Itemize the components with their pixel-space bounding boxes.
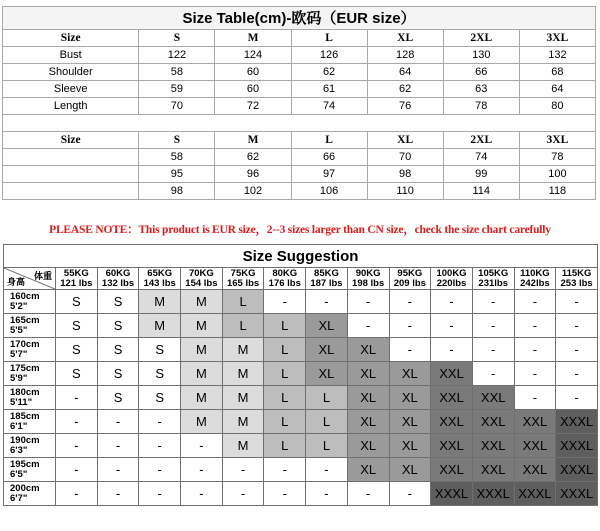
size-suggestion-cell: XXL — [431, 362, 473, 386]
size-suggestion-cell: - — [97, 434, 139, 458]
size-suggestion-cell: M — [222, 338, 264, 362]
size-suggestion-cell: XXL — [472, 458, 514, 482]
weight-kg: 100KG — [436, 267, 467, 279]
weight-kg: 95KG — [397, 267, 423, 279]
size-cell: 98 — [139, 183, 215, 200]
suggestion-row — [4, 482, 598, 506]
size-cell: 66 — [443, 64, 519, 81]
height-cm: 195cm — [10, 458, 40, 470]
size-suggestion-cell: - — [347, 314, 389, 338]
weight-lbs: 132 lbs — [101, 277, 135, 289]
size-cell: 114 — [443, 183, 519, 200]
height-ft: 5'9" — [10, 372, 28, 384]
size-cell: 96 — [215, 166, 291, 183]
size-suggestion-cell: - — [222, 458, 264, 482]
size-suggestion-cell: XL — [347, 410, 389, 434]
height-label-cell — [4, 386, 56, 410]
size-header-label: Size — [3, 132, 139, 149]
size-suggestion-cell: XL — [347, 434, 389, 458]
size-cell: 70 — [139, 98, 215, 115]
size-suggestion-cell: - — [389, 482, 431, 506]
weight-kg: 80KG — [272, 267, 298, 279]
suggestion-row — [4, 362, 598, 386]
size-row-label — [3, 183, 139, 200]
size-suggestion-cell: XXL — [514, 410, 556, 434]
size-suggestion-cell: - — [514, 314, 556, 338]
size-row — [3, 98, 596, 115]
size-suggestion-cell: - — [431, 290, 473, 314]
weight-kg: 60KG — [105, 267, 131, 279]
height-cm: 190cm — [10, 434, 40, 446]
size-suggestion-cell: M — [181, 290, 223, 314]
size-cell: 118 — [519, 183, 595, 200]
size-suggestion-cell: - — [556, 386, 598, 410]
height-ft: 6'5" — [10, 468, 28, 480]
size-cell: 132 — [519, 47, 595, 64]
size-suggestion-cell: M — [181, 362, 223, 386]
weight-kg: 105KG — [478, 267, 509, 279]
size-suggestion-title: Size Suggestion — [4, 245, 598, 268]
size-cell: 128 — [367, 47, 443, 64]
size-suggestion-cell: - — [181, 458, 223, 482]
size-header-cell: 2XL — [443, 132, 519, 149]
size-suggestion-cell: - — [514, 362, 556, 386]
height-cm: 170cm — [10, 338, 40, 350]
size-suggestion-cell: M — [222, 434, 264, 458]
size-suggestion-cell: XXL — [514, 434, 556, 458]
size-cell: 97 — [291, 166, 367, 183]
size-suggestion-cell: - — [139, 410, 181, 434]
size-suggestion-cell: S — [56, 338, 98, 362]
height-cm: 185cm — [10, 410, 40, 422]
size-suggestion-cell: - — [306, 458, 348, 482]
size-cell: 95 — [139, 166, 215, 183]
size-suggestion-cell: - — [514, 386, 556, 410]
weight-header-cell — [56, 268, 98, 290]
size-suggestion-cell: S — [139, 386, 181, 410]
size-suggestion-cell: XXXL — [472, 482, 514, 506]
size-suggestion-cell: XXXL — [556, 458, 598, 482]
size-suggestion-cell: XXL — [472, 434, 514, 458]
size-cell: 99 — [443, 166, 519, 183]
size-suggestion-cell: S — [139, 362, 181, 386]
weight-lbs: 231lbs — [478, 277, 508, 289]
size-suggestion-cell: S — [97, 314, 139, 338]
table-gap — [3, 115, 596, 132]
size-suggestion-cell: - — [97, 482, 139, 506]
size-suggestion-cell: - — [431, 338, 473, 362]
weight-lbs: 143 lbs — [143, 277, 176, 289]
size-suggestion-cell: - — [97, 410, 139, 434]
height-ft: 6'1" — [10, 420, 28, 432]
weight-lbs: 198 lbs — [352, 277, 385, 289]
weight-lbs: 165 lbs — [226, 277, 260, 289]
weight-header-cell — [389, 268, 431, 290]
size-row-label: Length — [3, 98, 139, 115]
size-suggestion-cell: M — [222, 410, 264, 434]
size-suggestion-cell: - — [56, 386, 98, 410]
size-header-cell: L — [291, 132, 367, 149]
size-suggestion-cell: L — [264, 362, 306, 386]
height-ft: 5'5" — [10, 324, 28, 336]
weight-kg: 65KG — [147, 267, 173, 279]
size-cell: 124 — [215, 47, 291, 64]
size-cell: 76 — [367, 98, 443, 115]
size-suggestion-cell: - — [389, 290, 431, 314]
size-suggestion-cell: - — [472, 362, 514, 386]
height-ft: 6'7" — [10, 492, 28, 504]
size-suggestion-cell: XL — [306, 338, 348, 362]
height-cm: 160cm — [10, 290, 40, 302]
weight-kg: 110KG — [520, 267, 550, 279]
size-row — [3, 166, 596, 183]
size-suggestion-cell: L — [264, 410, 306, 434]
height-label-cell — [4, 482, 56, 506]
size-suggestion-cell: XL — [389, 458, 431, 482]
size-suggestion-cell: XL — [347, 362, 389, 386]
size-cell: 102 — [215, 183, 291, 200]
height-label-cell — [4, 290, 56, 314]
size-suggestion-cell: L — [306, 410, 348, 434]
size-suggestion-cell: - — [139, 458, 181, 482]
weight-kg: 90KG — [355, 267, 381, 279]
height-label-cell — [4, 314, 56, 338]
height-ft: 5'11" — [10, 396, 33, 408]
weight-header-cell — [97, 268, 139, 290]
size-suggestion-cell: L — [222, 290, 264, 314]
weight-header-cell — [181, 268, 223, 290]
height-label-cell — [4, 338, 56, 362]
size-suggestion-cell: - — [514, 338, 556, 362]
size-suggestion-cell: - — [472, 338, 514, 362]
size-suggestion-cell: - — [306, 482, 348, 506]
size-suggestion-cell: S — [56, 290, 98, 314]
size-suggestion-cell: M — [222, 362, 264, 386]
size-suggestion-cell: XXXL — [556, 410, 598, 434]
size-row — [3, 183, 596, 200]
size-suggestion-cell: XXL — [431, 386, 473, 410]
size-suggestion-cell: L — [264, 338, 306, 362]
size-suggestion-cell: - — [264, 482, 306, 506]
suggestion-row — [4, 434, 598, 458]
size-suggestion-cell: M — [181, 386, 223, 410]
size-cell: 80 — [519, 98, 595, 115]
size-suggestion-cell: XL — [389, 362, 431, 386]
size-cell: 58 — [139, 64, 215, 81]
size-suggestion-cell: - — [222, 482, 264, 506]
height-label-cell — [4, 458, 56, 482]
size-suggestion-cell: M — [222, 386, 264, 410]
size-suggestion-cell: L — [264, 386, 306, 410]
size-suggestion-cell: - — [431, 314, 473, 338]
size-cell: 106 — [291, 183, 367, 200]
size-cell: 58 — [139, 149, 215, 166]
size-row — [3, 64, 596, 81]
size-suggestion-cell: - — [306, 290, 348, 314]
size-header-row-2 — [3, 132, 596, 149]
size-suggestion-cell: S — [56, 362, 98, 386]
weight-kg: 55KG — [63, 267, 89, 279]
size-cell: 78 — [443, 98, 519, 115]
size-suggestion-cell: XL — [347, 386, 389, 410]
suggestion-row — [4, 458, 598, 482]
size-suggestion-cell: S — [97, 362, 139, 386]
suggestion-row — [4, 386, 598, 410]
weight-kg: 85KG — [314, 267, 339, 279]
size-suggestion-cell: L — [306, 386, 348, 410]
weight-lbs: 253 lbs — [560, 277, 593, 289]
height-cm: 180cm — [10, 386, 40, 398]
size-header-cell: S — [139, 30, 215, 47]
weight-kg: 115KG — [561, 267, 592, 279]
size-suggestion-cell: M — [139, 290, 181, 314]
weight-header-cell — [431, 268, 473, 290]
size-table — [2, 6, 596, 200]
size-suggestion-cell: M — [181, 410, 223, 434]
size-suggestion-cell: - — [139, 434, 181, 458]
size-suggestion-table — [3, 244, 598, 506]
size-header-cell: M — [215, 30, 291, 47]
size-cell: 74 — [443, 149, 519, 166]
height-cm: 165cm — [10, 314, 40, 326]
size-suggestion-cell: XXL — [431, 458, 473, 482]
size-suggestion-cell: - — [347, 290, 389, 314]
suggestion-row — [4, 290, 598, 314]
size-suggestion-cell: M — [139, 314, 181, 338]
suggestion-row — [4, 338, 598, 362]
size-cell: 60 — [215, 64, 291, 81]
size-cell: 59 — [139, 81, 215, 98]
size-suggestion-cell: L — [222, 314, 264, 338]
size-cell: 63 — [443, 81, 519, 98]
size-suggestion-cell: - — [514, 290, 556, 314]
size-cell: 126 — [291, 47, 367, 64]
size-suggestion-cell: XXXL — [431, 482, 473, 506]
size-header-cell: L — [291, 30, 367, 47]
size-suggestion-cell: M — [181, 338, 223, 362]
weight-lbs: 154 lbs — [185, 277, 218, 289]
size-suggestion-cell: - — [264, 458, 306, 482]
size-suggestion-cell: - — [472, 290, 514, 314]
weight-header-cell — [306, 268, 348, 290]
height-label-cell — [4, 434, 56, 458]
size-row — [3, 47, 596, 64]
size-cell: 64 — [367, 64, 443, 81]
size-cell: 74 — [291, 98, 367, 115]
weight-header-cell — [139, 268, 181, 290]
weight-header-row — [4, 268, 598, 290]
suggestion-rows — [4, 290, 598, 506]
weight-header-cell — [514, 268, 556, 290]
size-suggestion-cell: XXL — [431, 434, 473, 458]
size-cell: 68 — [519, 64, 595, 81]
size-suggestion-cell: - — [347, 482, 389, 506]
size-header-cell: XL — [367, 30, 443, 47]
size-row — [3, 149, 596, 166]
size-suggestion-cell: - — [56, 458, 98, 482]
size-suggestion-cell: - — [556, 338, 598, 362]
size-cell: 70 — [367, 149, 443, 166]
size-cell: 130 — [443, 47, 519, 64]
height-ft: 5'2" — [10, 300, 28, 312]
size-suggestion-cell: - — [181, 482, 223, 506]
weight-lbs: 242lbs — [520, 277, 550, 289]
size-row-label — [3, 166, 139, 183]
size-cell: 62 — [367, 81, 443, 98]
height-cm: 175cm — [10, 362, 40, 374]
weight-lbs: 220lbs — [436, 277, 467, 289]
size-suggestion-cell: XXXL — [556, 482, 598, 506]
size-suggestion-cell: - — [556, 314, 598, 338]
size-suggestion-cell: XXXL — [514, 482, 556, 506]
size-suggestion-cell: XXL — [514, 458, 556, 482]
size-suggestion-cell: - — [181, 434, 223, 458]
weight-header-cell — [472, 268, 514, 290]
size-cell: 64 — [519, 81, 595, 98]
size-suggestion-cell: - — [389, 314, 431, 338]
corner-cell — [4, 268, 56, 290]
size-suggestion-cell: - — [556, 362, 598, 386]
size-cell: 110 — [367, 183, 443, 200]
size-cell: 62 — [215, 149, 291, 166]
height-ft: 5'7" — [10, 348, 28, 360]
size-suggestion-cell: - — [389, 338, 431, 362]
size-suggestion-cell: - — [264, 290, 306, 314]
size-header-row — [3, 30, 596, 47]
size-suggestion-cell: XXXL — [556, 434, 598, 458]
size-suggestion-cell: L — [264, 434, 306, 458]
size-cell: 66 — [291, 149, 367, 166]
size-cell: 100 — [519, 166, 595, 183]
weight-lbs: 187 lbs — [310, 277, 343, 289]
size-suggestion-cell: S — [97, 386, 139, 410]
height-label-cell — [4, 362, 56, 386]
size-suggestion-cell: XL — [389, 386, 431, 410]
size-header-cell: S — [139, 132, 215, 149]
weight-lbs: 176 lbs — [268, 277, 301, 289]
size-row-label: Bust — [3, 47, 139, 64]
weight-header-cell — [347, 268, 389, 290]
size-suggestion-cell: - — [556, 290, 598, 314]
size-header-cell: 3XL — [519, 132, 595, 149]
height-cm: 200cm — [10, 482, 40, 494]
weight-kg: 70KG — [188, 267, 214, 279]
weight-header-cell — [556, 268, 598, 290]
size-cell: 61 — [291, 81, 367, 98]
size-header-cell: 2XL — [443, 30, 519, 47]
size-suggestion-cell: L — [306, 434, 348, 458]
size-header-cell: 3XL — [519, 30, 595, 47]
height-axis-label: 身高 — [7, 277, 26, 287]
size-suggestion-cell: L — [264, 314, 306, 338]
height-label-cell — [4, 410, 56, 434]
size-table-title: Size Table(cm)-欧码（EUR size） — [3, 7, 596, 30]
size-suggestion-cell: S — [56, 314, 98, 338]
size-suggestion-cell: XXL — [472, 410, 514, 434]
size-cell: 78 — [519, 149, 595, 166]
size-suggestion-cell: XL — [347, 338, 389, 362]
weight-header-cell — [264, 268, 306, 290]
size-suggestion-cell: S — [97, 290, 139, 314]
size-suggestion-cell: - — [56, 410, 98, 434]
size-header-cell: XL — [367, 132, 443, 149]
size-cell: 122 — [139, 47, 215, 64]
size-suggestion-cell: - — [139, 482, 181, 506]
size-header-label: Size — [3, 30, 139, 47]
size-cell: 60 — [215, 81, 291, 98]
size-row-label: Sleeve — [3, 81, 139, 98]
size-note: PLEASE NOTE：This product is EUR size，2--3 sizes larger than CN size，check the size chart carefully — [49, 224, 551, 236]
suggestion-row — [4, 410, 598, 434]
size-suggestion-cell: - — [97, 458, 139, 482]
suggestion-row — [4, 314, 598, 338]
size-suggestion-cell: XL — [306, 314, 348, 338]
size-row — [3, 81, 596, 98]
size-cell: 72 — [215, 98, 291, 115]
weight-axis-label: 体重 — [33, 271, 52, 281]
weight-kg: 75KG — [230, 267, 256, 279]
size-suggestion-cell: XL — [347, 458, 389, 482]
size-header-cell: M — [215, 132, 291, 149]
height-ft: 6'3" — [10, 444, 28, 456]
size-row-label: Shoulder — [3, 64, 139, 81]
weight-header-cell — [222, 268, 264, 290]
size-suggestion-cell: XXL — [472, 386, 514, 410]
size-suggestion-cell: S — [97, 338, 139, 362]
size-cell: 62 — [291, 64, 367, 81]
size-measure-rows-2 — [3, 149, 596, 200]
size-row-label — [3, 149, 139, 166]
size-suggestion-cell: M — [181, 314, 223, 338]
size-cell: 98 — [367, 166, 443, 183]
weight-lbs: 121 lbs — [60, 277, 93, 289]
size-suggestion-cell: - — [56, 434, 98, 458]
size-suggestion-cell: XL — [389, 434, 431, 458]
size-measure-rows — [3, 47, 596, 115]
size-suggestion-cell: S — [139, 338, 181, 362]
size-suggestion-cell: XL — [389, 410, 431, 434]
weight-lbs: 209 lbs — [393, 277, 426, 289]
size-suggestion-cell: XL — [306, 362, 348, 386]
size-suggestion-cell: - — [472, 314, 514, 338]
size-suggestion-cell: - — [56, 482, 98, 506]
size-suggestion-cell: XXL — [431, 410, 473, 434]
